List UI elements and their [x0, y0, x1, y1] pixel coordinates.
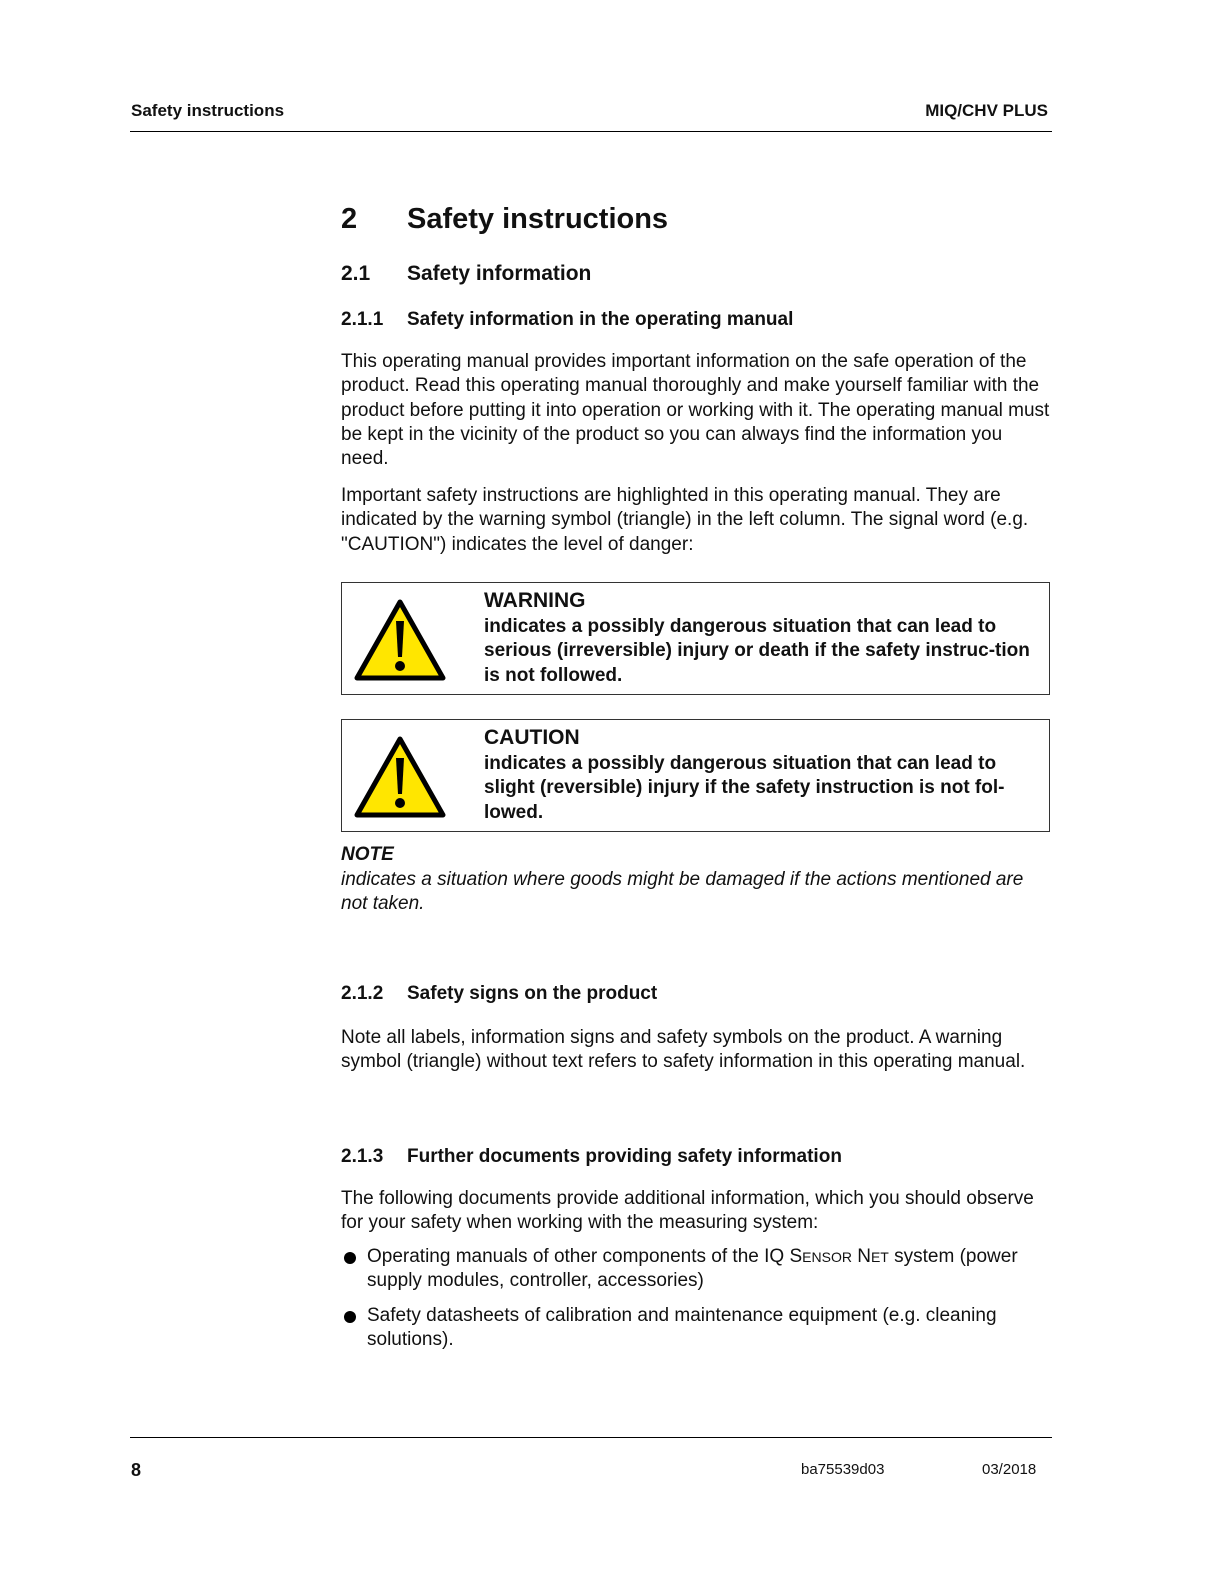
- warning-text: indicates a possibly dangerous situation that can lead to serious (irreversible) injury or death if the safety instruc-tion is not followed.: [484, 616, 1030, 686]
- page-number: 8: [131, 1460, 142, 1480]
- chapter-number: 2: [341, 203, 358, 235]
- list-item-text: Safety datasheets of calibration and maintenance equipment (e.g. cleaning solutions).: [367, 1305, 997, 1351]
- note-title: NOTE: [341, 844, 394, 865]
- warning-signal-word: WARNING: [484, 589, 586, 612]
- subsection-number: 2.1.1: [341, 309, 384, 330]
- subsection-heading-2-1-3: [341, 1146, 842, 1168]
- section-heading-2-1: [341, 262, 591, 286]
- note-text: indicates a situation where goods might be damaged if the actions mentioned are not taken.: [341, 869, 1024, 915]
- paragraph-safety-highlight: Important safety instructions are highlighted in this operating manual. They are indicated by the warning symbol (triangle) in the left column. The signal word (e.g. "CAUTION") indicates the level of danger:: [341, 485, 1029, 555]
- subsection-title: Further documents providing safety information: [407, 1146, 842, 1167]
- caution-text: indicates a possibly dangerous situation that can lead to slight (reversible) injury if the safety instruction is not fol-lowed.: [484, 753, 1005, 823]
- list-item-text: Operating manuals of other components of the IQ SENSOR NET system (power supply modules, controller, accessories): [367, 1246, 1018, 1292]
- warning-triangle-icon: [354, 599, 446, 681]
- list-item: [341, 1304, 1053, 1353]
- subsection-number: 2.1.3: [341, 1146, 384, 1167]
- paragraph-safety-signs: Note all labels, information signs and safety symbols on the product. A warning symbol (triangle) without text refers to safety information in this operating manual.: [341, 1027, 1026, 1073]
- warning-box: [341, 582, 1050, 695]
- subsection-title: Safety information in the operating manual: [407, 309, 794, 330]
- caution-triangle-icon: [354, 736, 446, 818]
- chapter-title: Safety instructions: [407, 203, 669, 235]
- subsection-heading-2-1-1: [341, 309, 793, 331]
- section-number: 2.1: [341, 262, 371, 285]
- header-rule: [130, 131, 1052, 132]
- running-header-right: MIQ/CHV PLUS: [925, 101, 1048, 120]
- subsection-number: 2.1.2: [341, 983, 384, 1004]
- bullet-dot-icon: [344, 1252, 356, 1264]
- caution-box: [341, 719, 1050, 832]
- bullet-dot-icon: [344, 1311, 356, 1323]
- caution-signal-word: CAUTION: [484, 726, 580, 749]
- subsection-heading-2-1-2: [341, 983, 657, 1005]
- paragraph-manual-info: This operating manual provides important information on the safe operation of the product. Read this operating manual thoroughly and make yourself familiar with the product before putting it into operation or working with it. The operating manual must be kept in the vicinity of the product so you can always find the information you need.: [341, 351, 1050, 470]
- running-header-left: Safety instructions: [131, 101, 285, 120]
- document-id: ba75539d03: [801, 1461, 885, 1478]
- document-date: 03/2018: [982, 1461, 1037, 1478]
- subsection-title: Safety signs on the product: [407, 983, 658, 1004]
- footer-rule: [130, 1437, 1052, 1438]
- section-title: Safety information: [407, 262, 592, 285]
- list-item: [341, 1245, 1053, 1294]
- chapter-heading: [341, 203, 668, 236]
- paragraph-further-documents: The following documents provide additional information, which you should observe for your safety when working with the measuring system:: [341, 1188, 1034, 1234]
